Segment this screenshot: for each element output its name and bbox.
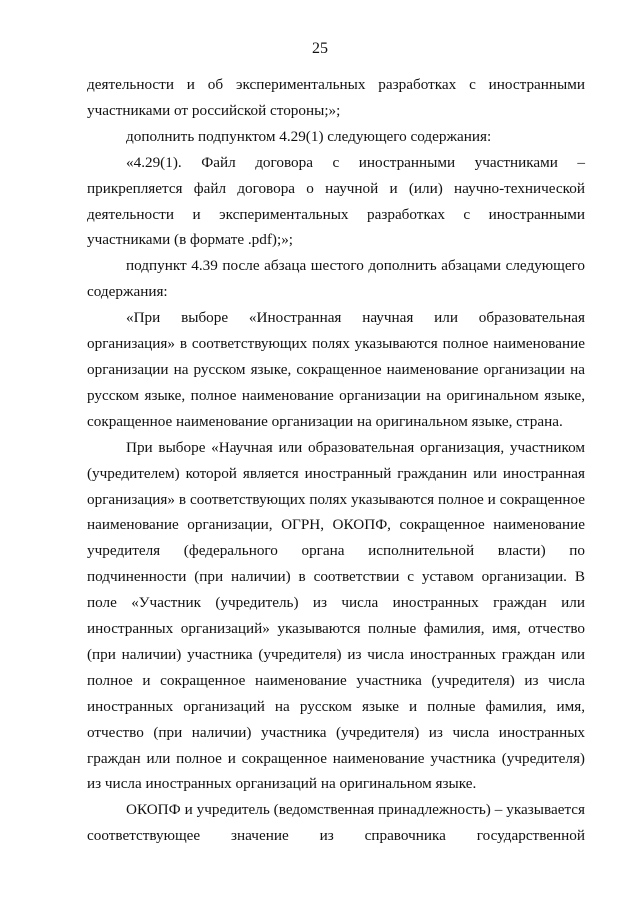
document-body [87, 72, 585, 849]
page-number: 25 [312, 40, 328, 57]
paragraph-continuation: деятельности и об экспериментальных разработках с иностранными участниками от российской стороны;»; [87, 76, 585, 119]
paragraph-amendment-4-29-1-intro: дополнить подпунктом 4.29(1) следующего содержания: [126, 127, 492, 145]
paragraph-scientific-organization: При выборе «Научная или образовательная организация, участником (учредителем) которой является иностранный гражданин или иностранная организация» в соответствующих полях указываются полное и сокращенное наименование организации, ОГРН, ОКОПФ, сокращенное наименование учредителя (федерального органа исполнительной власти) по подчиненности (при наличии) в соответствии с уставом организации. В поле «Участник (учредитель) из числа иностранных граждан или иностранных организаций» указываются полные фамилия, имя, отчество (при наличии) участника (учредителя) из числа иностранных граждан или полное и сокращенное наименование участника (учредителя) из числа иностранных организаций на русском языке и полные фамилия, имя, отчество (при наличии) участника (учредителя) из числа иностранных граждан или полное и сокращенное наименование участника (учредителя) из числа иностранных организаций на оригинальном языке. [87, 438, 585, 793]
paragraph-foreign-organization: «При выборе «Иностранная научная или образовательная организация» в соответствующих полях указываются полное наименование организации на русском языке, сокращенное наименование организации на русском языке, полное наименование организации на оригинальном языке, сокращенное наименование организации на оригинальном языке, страна. [87, 309, 585, 430]
paragraph-okopf: ОКОПФ и учредитель (ведомственная принадлежность) – указывается соответствующее значение из справочника государственной [87, 801, 585, 845]
paragraph-4-29-1-text: «4.29(1). Файл договора с иностранными участниками – прикрепляется файл договора о научной и (или) научно-технической деятельности и экспериментальных разработках с иностранными участниками (в формате .pdf);»; [87, 153, 585, 249]
paragraph-amendment-4-39-intro: подпункт 4.39 после абзаца шестого дополнить абзацами следующего содержания: [87, 257, 585, 301]
